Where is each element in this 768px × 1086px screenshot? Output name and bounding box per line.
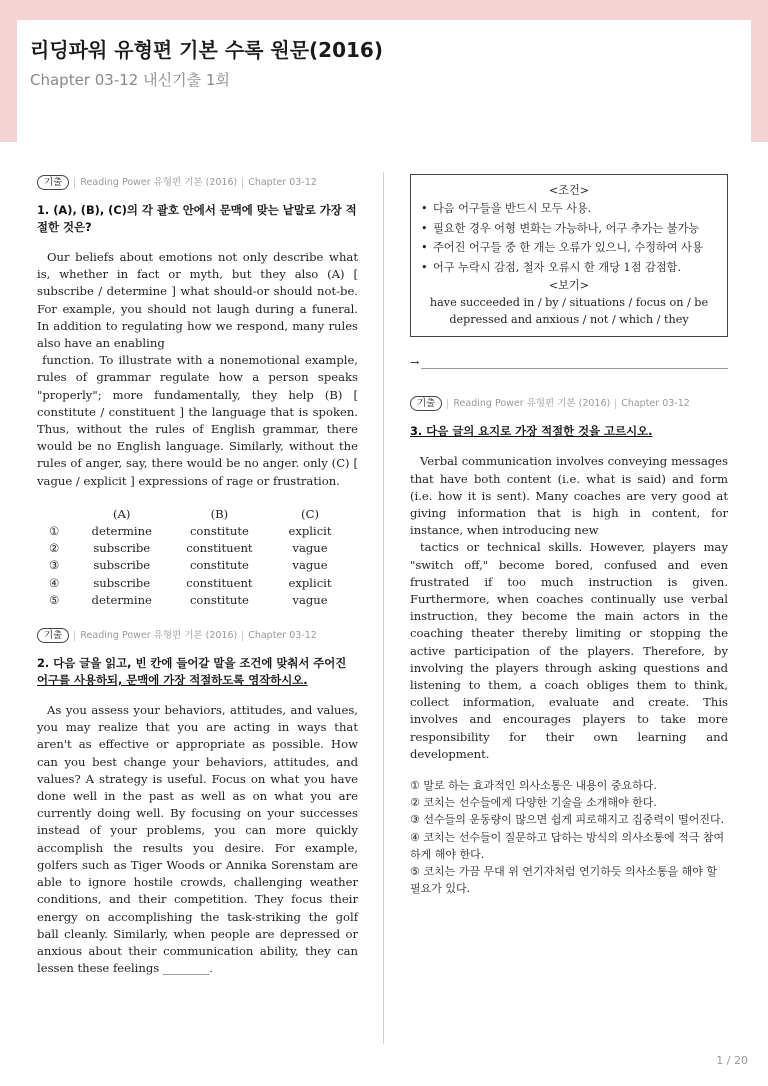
meta-separator <box>74 631 75 641</box>
choice-row[interactable]: ④ subscribe constituent explicit <box>49 575 332 590</box>
question-1-meta <box>37 174 358 191</box>
left-column <box>37 174 358 977</box>
choice-row[interactable]: ③ subscribe constitute vague <box>49 558 328 573</box>
answer-blank: ________ <box>162 961 210 976</box>
answer-line[interactable] <box>410 355 728 369</box>
passage-paragraph: Our beliefs about emotions not only describe what is, whether in fact or myth, but they also (A) [ subscribe / determine ] what should-or should not-be. For example, you should not laugh during a funeral. In addition to regulating how we respond, many rules also have an enabling <box>37 250 358 351</box>
condition-item: • 필요한 경우 어형 변화는 가능하나, 어구 추가는 불가능 <box>421 219 717 239</box>
chapter-label: Chapter 03-12 <box>248 176 317 188</box>
choices-header-row: (A) (B) (C) <box>113 506 319 521</box>
passage-paragraph: tactics or technical skills. However, players may "switch off," become bored, confused and even frustrated if too much instruction is given. Furthermore, when coaches continually use verbal instruction, they become the main actors in the coaching theater thereby limiting or stopping the active participation of the players. Therefore, by involving the players through asking questions and listening to them, a coach obliges them to think, collect information, evaluate and create. This involves and encourages players to take more responsibility for their own learning and development. <box>410 540 728 761</box>
question-3-passage <box>410 453 728 763</box>
meta-separator <box>447 399 448 409</box>
source-tag: 기출 <box>37 628 69 643</box>
condition-title: <조건> <box>548 184 590 197</box>
option-item[interactable]: ① 말로 하는 효과적인 의사소통은 내용이 중요하다. <box>410 779 657 793</box>
meta-separator <box>615 399 616 409</box>
question-3-meta <box>410 395 728 412</box>
page-number: 1 / 20 <box>716 1054 748 1067</box>
option-item[interactable]: ④ 코치는 선수들이 질문하고 답하는 방식의 의사소통에 적극 참여하게 해야 한다. <box>410 830 725 861</box>
right-column <box>410 174 728 897</box>
option-item[interactable]: ② 코치는 선수들에게 다양한 기술을 소개해야 한다. <box>410 796 657 810</box>
example-title: <보기> <box>548 279 590 293</box>
chapter-label: Chapter 03-12 <box>621 398 690 410</box>
passage-paragraph: As you assess your behaviors, attitudes, and values, you may realize that you are acting in ways that aren't as effective or appropriate as possible. How can you best change your behaviors, attitudes, and values? A strategy is useful. Focus on what you have done well in the past as well as on what you are currently doing well. By focusing on your successes instead of your problems, you can more quickly accomplish the results you desire. For example, golfers such as Tiger Woods or Annika Sorenstam are able to ignore hostile crowds, challenging weather conditions, and their competition. They focus their energy on accomplishing the task-striking the golf ball cleanly. Similarly, when people are depressed or anxious about their communication ability, they can lessen these feelings ________. <box>37 703 358 976</box>
question-2-title: 2. 다음 글을 읽고, 빈 칸에 들어갈 말을 조건에 맞춰서 주어진 어구를 사용하되, 문맥에 가장 적절하도록 영작하시오. <box>37 656 347 688</box>
page-subtitle: Chapter 03-12 내신기출 1회 <box>30 71 230 89</box>
answer-choices-table <box>37 506 358 609</box>
source-label: Reading Power 유형편 기본 (2016) <box>80 629 238 641</box>
question-2 <box>37 627 358 977</box>
example-words: have succeeded in / by / situations / focus on / be depressed and anxious / not / which / they <box>429 296 709 327</box>
choice-row[interactable]: ② subscribe constituent vague <box>49 541 328 556</box>
condition-item: • 어구 누락시 감점, 철자 오류시 한 개당 1점 감점함. <box>421 258 717 278</box>
chapter-label: Chapter 03-12 <box>248 629 317 641</box>
choice-row[interactable]: ① determine constitute explicit <box>49 524 332 539</box>
condition-box <box>410 174 728 337</box>
source-label: Reading Power 유형편 기본 (2016) <box>453 398 611 410</box>
question-2-passage <box>37 702 358 977</box>
answer-underline <box>421 368 728 369</box>
page-title: 리딩파워 유형편 기본 수록 원문(2016) <box>30 38 383 62</box>
meta-separator <box>242 631 243 641</box>
passage-paragraph: Verbal communication involves conveying messages that have both content (i.e. what is said) and form (i.e. how it is sent). Many coaches are very good at giving information that is high in content, for instance, when introducing new <box>410 454 728 538</box>
option-item[interactable]: ③ 선수들의 운동량이 많으면 쉽게 피로해지고 집중력이 떨어진다. <box>410 813 725 827</box>
question-3-options <box>410 777 728 897</box>
option-item[interactable]: ⑤ 코치는 가끔 무대 위 연기자처럼 연기하듯 의사소통을 해야 할 필요가 있다. <box>410 865 717 896</box>
question-1-passage <box>37 249 358 490</box>
meta-separator <box>74 178 75 188</box>
question-3 <box>410 395 728 897</box>
condition-list <box>421 199 717 277</box>
passage-paragraph: function. To illustrate with a nonemotional example, rules of grammar regulate how a person speaks "properly"; more fundamentally, they help (B) [ constitute / constituent ] the language that is spoken. Thus, without the rules of English grammar, there would be no English language. Similarly, without the rules of anger, say, there would be no anger. only (C) [ vague / explicit ] expressions of rage or frustration. <box>37 353 358 488</box>
question-1-title: 1. (A), (B), (C)의 각 괄호 안에서 문맥에 맞는 낱말로 가장 적절한 것은? <box>37 203 357 234</box>
question-2-meta <box>37 627 358 644</box>
condition-item: • 다음 어구들을 반드시 모두 사용. <box>421 199 717 219</box>
question-1 <box>37 174 358 609</box>
question-3-title: 3. 다음 글의 요지로 가장 적절한 것을 고르시오. <box>410 424 653 439</box>
arrow-icon: → <box>410 356 420 370</box>
source-tag: 기출 <box>37 175 69 190</box>
choice-row[interactable]: ⑤ determine constitute vague <box>49 592 328 607</box>
source-label: Reading Power 유형편 기본 (2016) <box>80 176 238 188</box>
column-divider <box>383 172 384 1044</box>
meta-separator <box>242 178 243 188</box>
source-tag: 기출 <box>410 396 442 411</box>
condition-item: • 주어진 어구들 중 한 개는 오류가 있으니, 수정하여 사용 <box>421 238 717 258</box>
